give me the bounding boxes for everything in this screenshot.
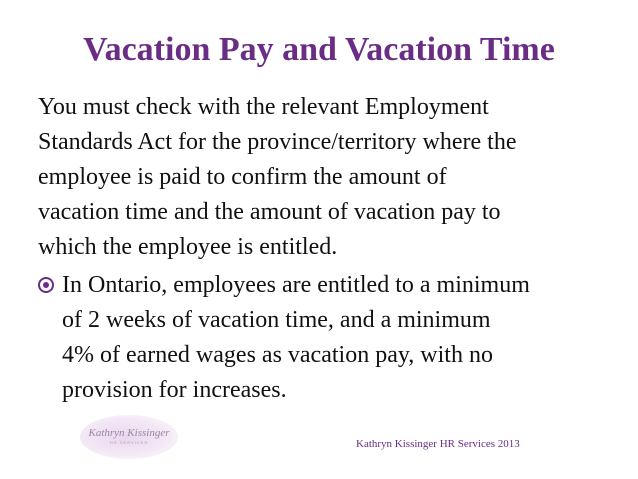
slide-body xyxy=(38,90,613,408)
slide-footer: Kathryn Kissinger HR Services 2013 xyxy=(356,438,520,450)
bullet-line: of 2 weeks of vacation time, and a minimum xyxy=(62,307,491,333)
paragraph-line: employee is paid to confirm the amount of xyxy=(38,164,447,190)
logo-subtitle: HR SERVICES xyxy=(109,440,149,445)
bullet-text xyxy=(62,268,613,408)
paragraph-line: which the employee is entitled. xyxy=(38,234,338,260)
circled-dot-bullet-icon xyxy=(38,277,54,293)
intro-paragraph xyxy=(38,90,613,265)
bullet-line: provision for increases. xyxy=(62,377,287,403)
bullet-item xyxy=(38,268,613,408)
logo-name: Kathryn Kissinger xyxy=(88,427,170,439)
bullet-line: 4% of earned wages as vacation pay, with no xyxy=(62,342,493,368)
slide-title: Vacation Pay and Vacation Time xyxy=(83,31,555,68)
paragraph-line: Standards Act for the province/territory where the xyxy=(38,129,517,155)
bullet-line: In Ontario, employees are entitled to a minimum xyxy=(62,272,530,298)
paragraph-line: vacation time and the amount of vacation pay to xyxy=(38,199,501,225)
paragraph-line: You must check with the relevant Employment xyxy=(38,94,489,120)
company-logo xyxy=(80,415,178,459)
